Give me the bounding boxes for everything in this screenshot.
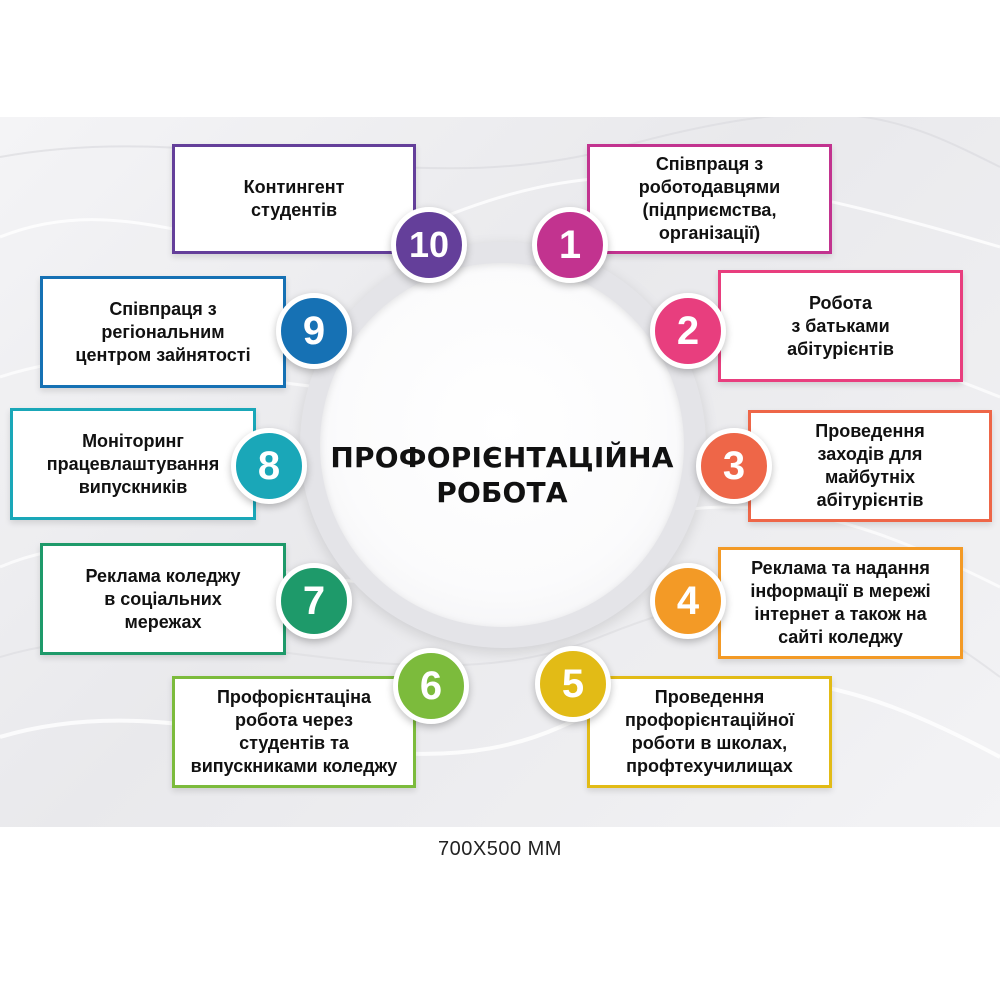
item-box-3 [748, 410, 992, 522]
item-box-6 [172, 676, 416, 788]
center-title [320, 440, 684, 510]
item-number-9: 9 [302, 308, 326, 353]
item-text-6: Профорієнтаціна робота через студентів та випускниками коледжу [190, 687, 398, 776]
item-text-1: Співпраця з роботодавцями (підприємства, організації) [638, 154, 781, 243]
item-number-2: 2 [676, 308, 700, 353]
item-badge-8 [231, 428, 307, 504]
item-box-4 [718, 547, 963, 659]
item-badge-6 [393, 648, 469, 724]
item-number-5: 5 [561, 661, 585, 706]
item-box-7 [40, 543, 286, 655]
item-box-9 [40, 276, 286, 388]
item-box-8 [10, 408, 256, 520]
item-badge-1 [532, 207, 608, 283]
item-badge-10 [391, 207, 467, 283]
item-badge-7 [276, 563, 352, 639]
item-badge-2 [650, 293, 726, 369]
item-text-8: Моніторинг працевлаштування випускників [46, 430, 220, 497]
item-badge-9 [276, 293, 352, 369]
item-text-3: Проведення заходів для майбутніх абітурієнтів [815, 421, 925, 510]
item-number-4: 4 [676, 578, 700, 623]
item-number-7: 7 [302, 578, 326, 623]
item-number-3: 3 [722, 443, 746, 488]
item-number-1: 1 [558, 222, 582, 267]
item-box-1 [587, 144, 832, 254]
item-badge-3 [696, 428, 772, 504]
item-box-5 [587, 676, 832, 788]
item-text-5: Проведення профорієнтаційної роботи в школах, профтехучилищах [624, 687, 795, 776]
title-line-2: РОБОТА [436, 476, 568, 509]
item-badge-4 [650, 563, 726, 639]
item-number-10: 10 [408, 224, 450, 265]
item-number-6: 6 [419, 663, 443, 708]
item-number-8: 8 [257, 443, 281, 488]
size-label: 700Х500 ММ [438, 838, 562, 860]
item-text-7: Реклама коледжу в соціальних мережах [85, 565, 241, 632]
item-text-9: Співпраця з регіональним центром зайнятості [75, 298, 251, 365]
item-box-2 [718, 270, 963, 382]
item-text-2: Робота з батьками абітурієнтів [787, 292, 894, 359]
item-text-4: Реклама та надання інформації в мережі інтернет а також на сайті коледжу [750, 558, 931, 647]
item-text-10: Контингент студентів [243, 177, 345, 220]
item-badge-5 [535, 646, 611, 722]
item-box-10 [172, 144, 416, 254]
title-line-1: ПРОФОРІЄНТАЦІЙНА [330, 441, 674, 474]
